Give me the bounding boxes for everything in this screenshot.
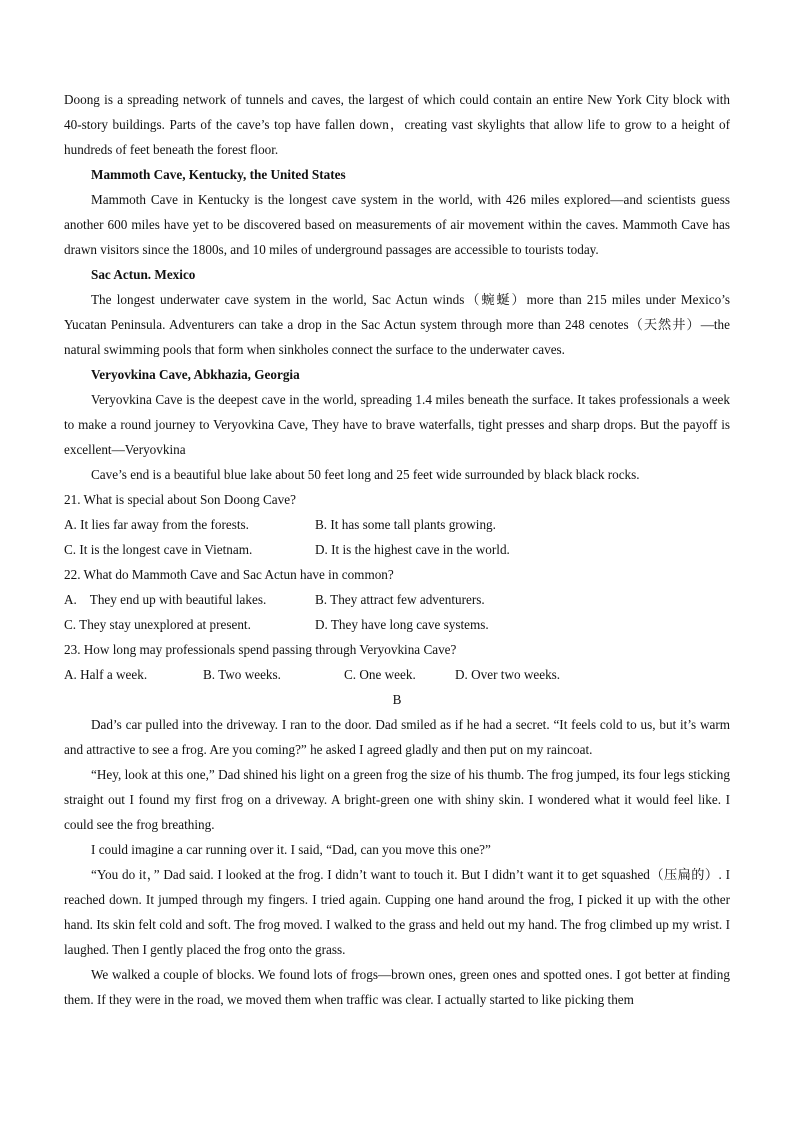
passage-b-paragraph-2: “Hey, look at this one,” Dad shined his light on a green frog the size of his thumb. The frog jumped, its four legs sticking straight out I found my first frog on a driveway. A bright-green one with shiny skin. I wondered what it would feel like. I could see the frog breathing. xyxy=(64,767,730,832)
passage-a-intro: Doong is a spreading network of tunnels and caves, the largest of which could contain an entire New York City block with 40-story buildings. Parts of the cave’s top have fallen down，creating vast skylights that allow life to grow to a height of hundreds of feet beneath the forest floor. xyxy=(64,92,730,157)
question-21-option-b: B. It has some tall plants growing. xyxy=(315,517,496,532)
veryovkina-heading: Veryovkina Cave, Abkhazia, Georgia xyxy=(91,367,300,382)
passage-b-paragraph-5: We walked a couple of blocks. We found lots of frogs—brown ones, green ones and spotted ones. I got better at finding them. If they were in the road, we moved them when traffic was clear. I actually started to like picking them xyxy=(64,967,730,1007)
question-22-options-row-2 xyxy=(64,612,730,637)
question-21-options-row-1 xyxy=(64,512,730,537)
sac-actun-heading: Sac Actun. Mexico xyxy=(91,267,196,282)
question-22-option-d: D. They have long cave systems. xyxy=(315,617,489,632)
question-23-option-b: B. Two weeks. xyxy=(203,667,281,682)
question-22-options-row-1 xyxy=(64,587,730,612)
question-23-option-d: D. Over two weeks. xyxy=(455,667,561,682)
question-21-option-c: C. It is the longest cave in Vietnam. xyxy=(64,542,253,557)
question-23-stem: 23. How long may professionals spend passing through Veryovkina Cave? xyxy=(64,642,457,657)
passage-b-paragraph-3: I could imagine a car running over it. I said, “Dad, can you move this one?” xyxy=(91,842,491,857)
document-page xyxy=(64,87,730,1012)
question-22-stem: 22. What do Mammoth Cave and Sac Actun have in common? xyxy=(64,567,394,582)
question-23-options-row xyxy=(64,662,730,687)
question-22-option-b: B. They attract few adventurers. xyxy=(315,592,485,607)
question-21-options-row-2 xyxy=(64,537,730,562)
question-21-stem: 21. What is special about Son Doong Cave? xyxy=(64,492,296,507)
sac-actun-text: The longest underwater cave system in the world, Sac Actun winds（蜿蜒）more than 215 miles under Mexico’s Yucatan Peninsula. Adventurers can take a drop in the Sac Actun system through more than 248 cenotes（天然井）—the natural swimming pools that form when sinkholes connect the surface to the underwater caves. xyxy=(64,292,730,357)
question-21-option-a: A. It lies far away from the forests. xyxy=(64,517,249,532)
passage-b-paragraph-1: Dad’s car pulled into the driveway. I ran to the door. Dad smiled as if he had a secret. “It feels cold to us, but it’s warm and attractive to see a frog. Are you coming?” he asked I agreed gladly and then put on my raincoat. xyxy=(64,717,730,757)
question-22-option-c: C. They stay unexplored at present. xyxy=(64,617,251,632)
question-23-option-a: A. Half a week. xyxy=(64,667,148,682)
veryovkina-end-text: Cave’s end is a beautiful blue lake about 50 feet long and 25 feet wide surrounded by black black rocks. xyxy=(91,467,640,482)
question-22-option-a: A. They end up with beautiful lakes. xyxy=(64,592,267,607)
question-23-option-c: C. One week. xyxy=(344,667,416,682)
question-21-option-d: D. It is the highest cave in the world. xyxy=(315,542,510,557)
mammoth-heading: Mammoth Cave, Kentucky, the United States xyxy=(91,167,346,182)
mammoth-text: Mammoth Cave in Kentucky is the longest cave system in the world, with 426 miles explored—and scientists guess another 600 miles have yet to be discovered based on measurements of air movement within the caves. Mammoth Cave has drawn visitors since the 1800s, and 10 miles of underground passages are accessible to tourists today. xyxy=(64,192,730,257)
passage-b-label: B xyxy=(392,692,402,707)
passage-b-paragraph-4: “You do it，” Dad said. I looked at the frog. I didn’t want to touch it. But I didn’t want it to get squashed（压扁的）. I reached down. It jumped through my fingers. I tried again. Cupping one hand around the frog, I picked it up with the other hand. Its skin felt cold and soft. The frog moved. I walked to the grass and held out my hand. The frog climbed up my wrist. I laughed. Then I gently placed the frog onto the grass. xyxy=(64,867,730,957)
veryovkina-text: Veryovkina Cave is the deepest cave in the world, spreading 1.4 miles beneath the surface. It takes professionals a week to make a round journey to Veryovkina Cave, They have to brave waterfalls, tight presses and sharp drops. But the payoff is excellent—Veryovkina xyxy=(64,392,730,457)
